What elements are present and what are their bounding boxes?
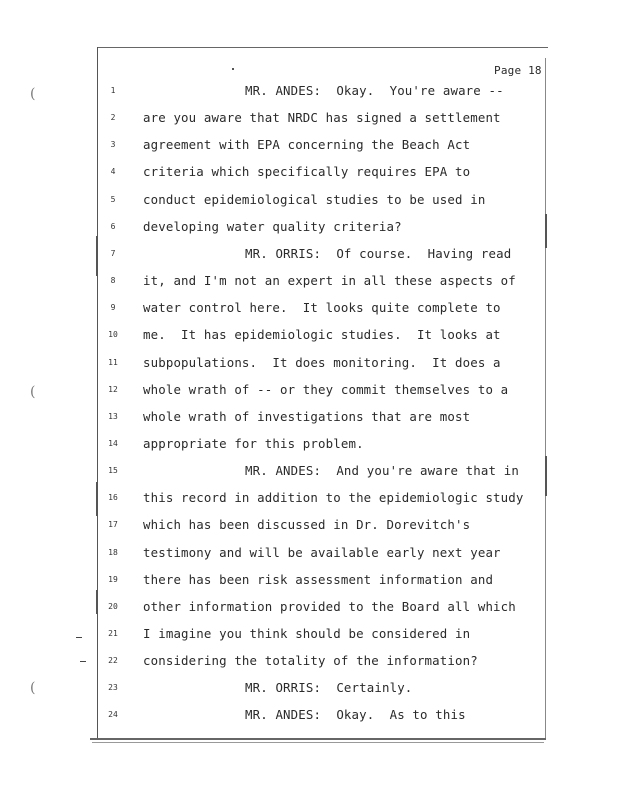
transcript-line xyxy=(0,463,618,483)
transcript-line xyxy=(0,300,618,320)
line-number: 12 xyxy=(108,384,118,394)
line-number: 1 xyxy=(110,86,116,95)
line-number: 22 xyxy=(108,656,118,666)
transcript-line xyxy=(0,246,618,266)
line-text: whole wrath of -- or they commit themselves to a xyxy=(143,381,509,397)
transcript-line xyxy=(0,219,618,239)
frame-bottom-border xyxy=(90,738,546,740)
scan-speck xyxy=(232,68,234,70)
line-text: me. It has epidemiologic studies. It looks at xyxy=(143,327,501,343)
frame-top-border xyxy=(98,47,548,48)
transcript-line xyxy=(0,110,618,130)
transcript-line xyxy=(0,409,618,429)
line-number: 11 xyxy=(108,357,118,367)
line-number: 6 xyxy=(110,221,116,231)
line-text: whole wrath of investigations that are most xyxy=(143,408,471,424)
line-text: MR. ANDES: Okay. You're aware -- xyxy=(245,83,504,98)
transcript-line xyxy=(0,517,618,537)
transcript-line xyxy=(0,83,618,103)
transcript-line xyxy=(0,707,618,727)
line-number: 2 xyxy=(110,113,116,123)
line-number: 9 xyxy=(110,303,116,313)
frame-bottom-border-inner xyxy=(92,742,544,743)
line-text: MR. ORRIS: Of course. Having read xyxy=(245,245,512,261)
transcript-line xyxy=(0,490,618,510)
line-text: are you aware that NRDC has signed a settlement xyxy=(143,110,501,126)
line-text: this record in addition to the epidemiologic study xyxy=(143,490,524,506)
line-number: 24 xyxy=(108,710,118,720)
line-text: appropriate for this problem. xyxy=(143,435,364,451)
page-number: Page 18 xyxy=(494,64,542,77)
line-text: considering the totality of the information? xyxy=(143,653,478,669)
line-number: 15 xyxy=(108,466,118,476)
transcript-line xyxy=(0,327,618,347)
line-number: 14 xyxy=(108,438,118,448)
line-number: 23 xyxy=(108,683,118,693)
line-text: MR. ANDES: Okay. As to this xyxy=(245,707,466,723)
line-number: 21 xyxy=(108,629,118,638)
transcript-line xyxy=(0,653,618,673)
line-number: 17 xyxy=(108,520,118,530)
transcript-line xyxy=(0,192,618,212)
line-number: 10 xyxy=(108,330,118,340)
transcript-line xyxy=(0,572,618,592)
punch-hole-mark: ( xyxy=(30,86,36,102)
line-text: agreement with EPA concerning the Beach Act xyxy=(143,137,471,153)
transcript-line xyxy=(0,599,618,619)
line-number: 7 xyxy=(110,248,116,258)
line-text: which has been discussed in Dr. Dorevitch's xyxy=(143,517,471,533)
transcript-line xyxy=(0,164,618,184)
line-text: conduct epidemiological studies to be used in xyxy=(143,191,486,207)
line-text: water control here. It looks quite complete to xyxy=(143,300,501,316)
transcript-line xyxy=(0,137,618,157)
line-number: 5 xyxy=(110,194,116,204)
transcript-line xyxy=(0,355,618,375)
punch-hole-mark: ( xyxy=(30,680,36,696)
line-text: MR. ANDES: And you're aware that in xyxy=(245,463,519,479)
line-text: developing water quality criteria? xyxy=(143,218,402,234)
line-text: MR. ORRIS: Certainly. xyxy=(245,680,413,696)
transcript-line xyxy=(0,626,618,646)
line-text: other information provided to the Board all which xyxy=(143,598,516,614)
line-text: it, and I'm not an expert in all these aspects of xyxy=(143,273,516,289)
line-number: 8 xyxy=(110,276,116,286)
line-number: 20 xyxy=(108,601,118,611)
line-number: 3 xyxy=(110,140,116,150)
line-number: 18 xyxy=(108,547,118,557)
line-text: there has been risk assessment information and xyxy=(143,571,494,587)
line-text: criteria which specifically requires EPA to xyxy=(143,164,471,180)
line-number: 19 xyxy=(108,574,118,584)
line-text: testimony and will be available early next year xyxy=(143,544,501,560)
line-number: 16 xyxy=(108,493,118,503)
line-number: 13 xyxy=(108,411,118,421)
transcript-line xyxy=(0,436,618,456)
line-text: I imagine you think should be considered in xyxy=(143,626,471,641)
line-text: subpopulations. It does monitoring. It does a xyxy=(143,354,501,370)
transcript-line xyxy=(0,382,618,402)
transcript-line xyxy=(0,545,618,565)
line-number: 4 xyxy=(110,167,116,177)
transcript-line xyxy=(0,680,618,700)
punch-hole-mark: ( xyxy=(30,384,36,400)
transcript-line xyxy=(0,273,618,293)
